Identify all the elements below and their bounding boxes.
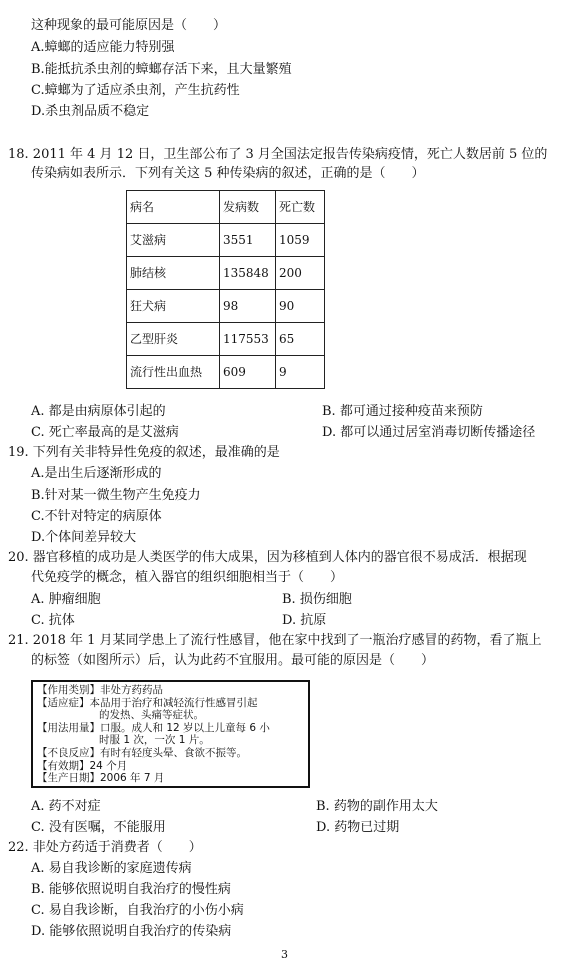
table-header-cell: 死亡数 [276, 191, 325, 224]
q18-stem-line2: 传染病如表所示．下列有关这 5 种传染病的叙述，正确的是（ ） [31, 166, 425, 181]
q22-stem: 22. 非处方药适于消费者（ ） [8, 840, 202, 855]
table-cell: 肺结核 [127, 257, 220, 290]
table-cell: 98 [220, 290, 276, 323]
label-line: 【不良反应】有时有轻度头晕、食欲不振等。 [37, 746, 247, 759]
q20-option-d: D. 抗原 [282, 613, 327, 628]
q21-option-a: A. 药不对症 [31, 799, 101, 814]
q21-option-c: C. 没有医嘱，不能服用 [31, 820, 166, 835]
q21-option-b: B. 药物的副作用太大 [316, 799, 438, 814]
q22-option-d: D. 能够依照说明自我治疗的传染病 [31, 924, 232, 939]
table-row [127, 290, 325, 323]
q20-stem-line1: 20. 器官移植的成功是人类医学的伟大成果，因为移植到人体内的器官很不易成活．根据现 [8, 550, 527, 565]
q19-option-b: B.针对某一微生物产生免疫力 [31, 488, 201, 503]
label-line: 的发热、头痛等症状。 [99, 709, 204, 722]
table-cell: 9 [276, 356, 325, 389]
table-header-row [127, 191, 325, 224]
label-line: 【作用类别】非处方药药品 [37, 684, 163, 696]
label-line: 【有效期】24 个月 [37, 759, 128, 772]
table-cell: 狂犬病 [127, 290, 220, 323]
medicine-label-image [31, 680, 310, 788]
page-number: 3 [281, 948, 288, 961]
q19-stem: 19. 下列有关非特异性免疫的叙述，最准确的是 [8, 445, 280, 460]
table-cell: 200 [276, 257, 325, 290]
q20-option-a: A. 肿瘤细胞 [31, 592, 101, 607]
table-header-cell: 病名 [127, 191, 220, 224]
q20-stem-line2: 代免疫学的概念，植入器官的组织细胞相当于（ ） [31, 570, 344, 585]
q17-stem-tail: 这种现象的最可能原因是（ ） [31, 18, 227, 33]
label-line: 时服 1 次，一次 1 片。 [99, 734, 210, 747]
q18-option-a: A. 都是由病原体引起的 [31, 404, 166, 419]
q22-option-a: A. 易自我诊断的家庭遗传病 [31, 861, 192, 876]
table-row [127, 323, 325, 356]
q19-option-a: A.是出生后逐渐形成的 [31, 466, 162, 481]
q17-option-a: A.蟑螂的适应能力特别强 [31, 40, 175, 55]
q22-option-b: B. 能够依照说明自我治疗的慢性病 [31, 882, 231, 897]
label-line: 【生产日期】2006 年 7 月 [37, 772, 165, 785]
q19-option-c: C.不针对特定的病原体 [31, 509, 162, 524]
table-row [127, 224, 325, 257]
q18-stem-line1: 18. 2011 年 4 月 12 日，卫生部公布了 3 月全国法定报告传染病疫情，死亡人数居前 5 位的 [8, 147, 548, 162]
disease-table [126, 190, 325, 389]
q17-option-d: D.杀虫剂品质不稳定 [31, 104, 150, 119]
table-cell: 艾滋病 [127, 224, 220, 257]
q18-option-c: C. 死亡率最高的是艾滋病 [31, 425, 179, 440]
label-line: 【适应症】本品用于治疗和减轻流行性感冒引起 [37, 696, 258, 709]
q20-option-c: C. 抗体 [31, 613, 75, 628]
table-cell: 1059 [276, 224, 325, 257]
table-row [127, 356, 325, 389]
q22-option-c: C. 易自我诊断，自我治疗的小伤小病 [31, 903, 244, 918]
q18-option-b: B. 都可通过接种疫苗来预防 [322, 404, 483, 419]
q19-option-d: D.个体间差异较大 [31, 530, 137, 545]
table-cell: 3551 [220, 224, 276, 257]
q17-option-c: C.蟑螂为了适应杀虫剂，产生抗药性 [31, 83, 240, 98]
table-cell: 90 [276, 290, 325, 323]
q18-option-d: D. 都可以通过居室消毒切断传播途径 [322, 425, 536, 440]
q21-stem-line2: 的标签（如图所示）后，认为此药不宜服用。最可能的原因是（ ） [31, 653, 435, 668]
table-header-cell: 发病数 [220, 191, 276, 224]
table-row [127, 257, 325, 290]
table-cell: 117553 [220, 323, 276, 356]
table-cell: 65 [276, 323, 325, 356]
label-line: 【用法用量】口服。成人和 12 岁以上儿童每 6 小 [37, 721, 270, 734]
q21-option-d: D. 药物已过期 [316, 820, 400, 835]
q20-option-b: B. 损伤细胞 [282, 592, 352, 607]
table-cell: 135848 [220, 257, 276, 290]
q17-option-b: B.能抵抗杀虫剂的蟑螂存活下来，且大量繁殖 [31, 62, 292, 77]
table-cell: 乙型肝炎 [127, 323, 220, 356]
table-cell: 609 [220, 356, 276, 389]
table-cell: 流行性出血热 [127, 356, 220, 389]
q21-stem-line1: 21. 2018 年 1 月某同学患上了流行性感冒，他在家中找到了一瓶治疗感冒的药物，看了瓶上 [8, 633, 542, 648]
